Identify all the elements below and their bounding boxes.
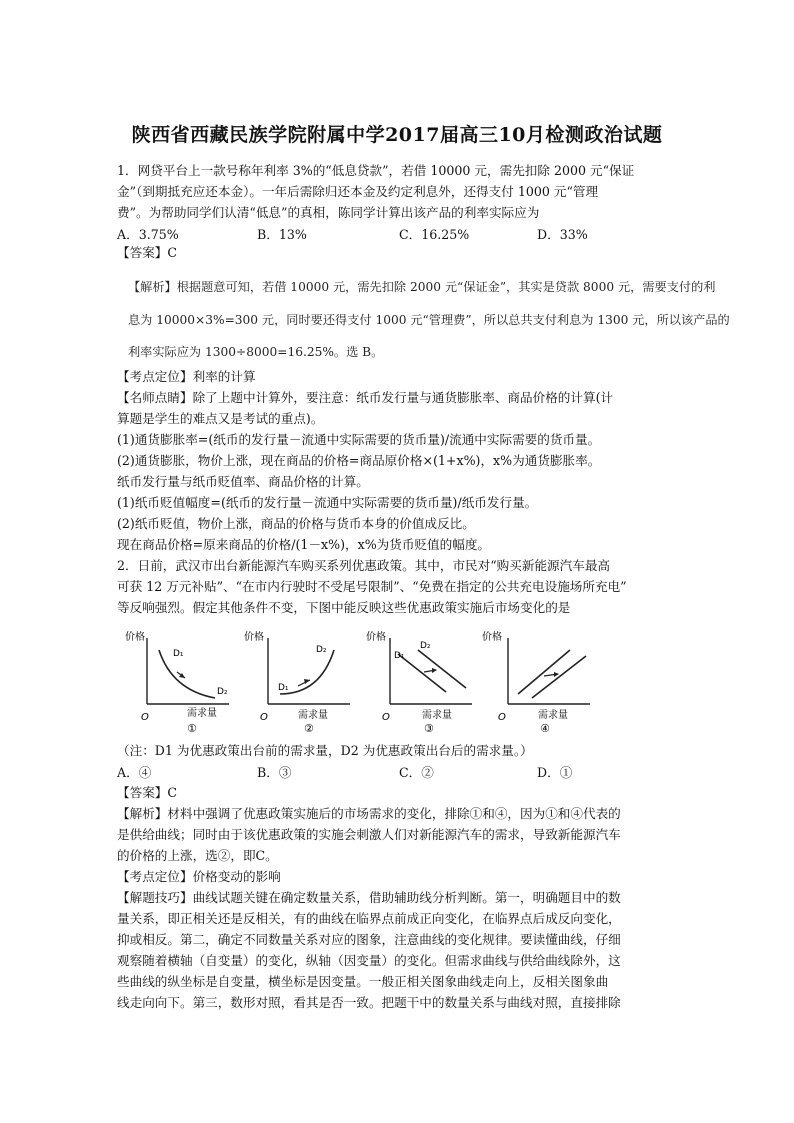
q1-stem-line-3: 费”。为帮助同学们认清“低息”的真相，陈同学计算出该产品的利率实际应为 xyxy=(117,205,540,220)
q1-answer: 【答案】C xyxy=(117,245,178,260)
figure-3-d1: D₁ xyxy=(394,651,405,661)
figure-1-xlabel: 需求量 xyxy=(187,708,217,719)
q2-options xyxy=(117,762,682,782)
q2-body-5: 【解题技巧】曲线试题关键在确定数量关系，借助辅助线分析判断。第一，明确题目中的数 xyxy=(117,890,621,905)
figure-3-origin: O xyxy=(382,712,390,723)
q2-stem-line-3: 等反响强烈。假定其他条件不变，下图中能反映这些优惠政策实施后市场变化的是 xyxy=(117,600,571,615)
figure-2-graphic xyxy=(238,628,363,736)
q1-note-2: 【名师点睛】除了上题中计算外，要注意：纸币发行量与通货膨胀率、商品价格的计算(计 xyxy=(117,390,614,405)
q1-option-a: A．3.75% xyxy=(117,227,179,242)
figure-3-graphic xyxy=(360,628,485,736)
q2-body-8: 观察随着横轴（自变量）的变化，纵轴（因变量）的变化。但需求曲线与供给曲线除外，这 xyxy=(117,953,621,968)
figure-1-d2: D₂ xyxy=(217,687,228,697)
q1-option-c: C．16.25% xyxy=(399,227,470,242)
demand-figure-3 xyxy=(360,628,485,736)
q2-option-c: C．② xyxy=(399,765,434,780)
figure-4-number: ④ xyxy=(540,722,550,735)
figure-1-d1: D₁ xyxy=(173,649,184,659)
q1-note-6: 纸币发行量与纸币贬值率、商品价格的计算。 xyxy=(117,474,369,489)
figure-4-graphic xyxy=(478,628,603,736)
q1-option-d: D．33% xyxy=(537,227,588,242)
q2-body-10: 线走向向下。第三，数形对照，看其是否一致。把题干中的数量关系与曲线对照，直接排除 xyxy=(117,995,621,1010)
figure-4-xlabel: 需求量 xyxy=(538,710,568,721)
q2-body-4: 【考点定位】价格变动的影响 xyxy=(117,869,281,884)
q2-body-3: 的价格的上涨，选②，即C。 xyxy=(117,848,278,863)
q2-body-2: 是供给曲线；同时由于该优惠政策的实施会刺激人们对新能源汽车的需求，导致新能源汽车 xyxy=(117,827,621,842)
figure-1-ylabel: 价格 xyxy=(125,632,145,643)
q2-answer: 【答案】C xyxy=(117,785,178,800)
q2-stem-line-1: 2．日前，武汉市出台新能源汽车购买系列优惠政策。其中，市民对“购买新能源汽车最高 xyxy=(117,558,611,573)
q1-note-3: 算题是学生的难点又是考试的重点)。 xyxy=(117,411,324,426)
figure-1-origin: O xyxy=(141,712,149,723)
figure-3-xlabel: 需求量 xyxy=(422,710,452,721)
figure-1-number: ① xyxy=(187,722,197,735)
figure-2-d1: D₁ xyxy=(278,683,289,693)
q2-option-a: A．④ xyxy=(117,765,152,780)
figure-1-graphic xyxy=(117,628,242,736)
demand-figure-1 xyxy=(117,628,242,736)
q1-note-4: (1)通货膨胀率=(纸币的发行量－流通中实际需要的货币量)/流通中实际需要的货币量。 xyxy=(117,432,601,447)
q2-option-b: B．③ xyxy=(257,765,292,780)
demand-figure-2 xyxy=(238,628,363,736)
q2-option-d: D．① xyxy=(537,765,573,780)
q1-note-9: 现在商品价格=原来商品的价格/(1－x%)，x%为货币贬值的幅度。 xyxy=(117,537,491,552)
page-title: 陕西省西藏民族学院附属中学2017届高三10月检测政治试题 xyxy=(131,124,663,146)
figure-4-origin: O xyxy=(498,712,506,723)
q1-note-5: (2)通货膨胀，物价上涨，现在商品的价格=商品原价格×(1+x%)，x%为通货膨胀率。 xyxy=(117,453,601,468)
figure-3-d2: D₂ xyxy=(420,641,431,651)
q1-note-7: (1)纸币贬值幅度=(纸币的发行量－流通中实际需要的货币量)/纸币发行量。 xyxy=(117,495,538,510)
q1-option-b: B．13% xyxy=(257,227,307,242)
figure-3-number: ③ xyxy=(424,722,434,735)
q1-analysis-line-2: 息为 10000×3%=300 元，同时要还得支付 1000 元“管理费”，所以总共支付利息为 1300 元，所以该产品的 xyxy=(128,313,730,327)
q2-body-7: 抑或相反。第二，确定不同数量关系对应的图象，注意曲线的变化规律。要读懂曲线，仔细 xyxy=(117,932,621,947)
q2-body-9: 些曲线的纵坐标是自变量，横坐标是因变量。一般正相关图象曲线走向上，反相关图象曲 xyxy=(117,974,609,989)
q2-figure-note: （注：D1 为优惠政策出台前的需求量，D2 为优惠政策出台后的需求量。） xyxy=(117,743,533,758)
q1-note-1: 【考点定位】利率的计算 xyxy=(117,369,256,384)
figure-2-d2: D₂ xyxy=(316,645,327,655)
q1-analysis-line-1: 【解析】根据题意可知，若借 10000 元，需先扣除 2000 元“保证金”，其实是贷款 8000 元，需要支付的利 xyxy=(128,280,716,294)
q1-options xyxy=(117,224,682,244)
q2-body-1: 【解析】材料中强调了优惠政策实施后的市场需求的变化，排除①和④，因为①和④代表的 xyxy=(117,806,621,821)
figure-3-ylabel: 价格 xyxy=(366,632,386,643)
q1-stem-line-1: 1．网贷平台上一款号称年利率 3%的“低息贷款”，若借 10000 元，需先扣除 2000 元“保证 xyxy=(117,163,635,178)
q2-body-6: 量关系，即正相关还是反相关，有的曲线在临界点前成正向变化，在临界点后成反向变化， xyxy=(117,911,621,926)
q1-stem-line-2: 金”（到期抵充应还本金）。一年后需除归还本金及约定利息外，还得支付 1000 元“管理 xyxy=(117,184,599,199)
figure-2-xlabel: 需求量 xyxy=(298,710,328,721)
figure-2-ylabel: 价格 xyxy=(244,632,264,643)
demand-figure-4 xyxy=(478,628,603,736)
q1-note-8: (2)纸币贬值，物价上涨，商品的价格与货币本身的价值成反比。 xyxy=(117,516,475,531)
q1-analysis-line-3: 利率实际应为 1300÷8000=16.25%。选 B。 xyxy=(128,345,384,359)
figure-2-origin: O xyxy=(260,712,268,723)
figure-2-number: ② xyxy=(304,722,314,735)
figure-4-ylabel: 价格 xyxy=(482,632,502,643)
q2-stem-line-2: 可获 12 万元补贴”、“在市内行驶时不受尾号限制”、“免费在指定的公共充电设施场所充电” xyxy=(117,579,627,594)
